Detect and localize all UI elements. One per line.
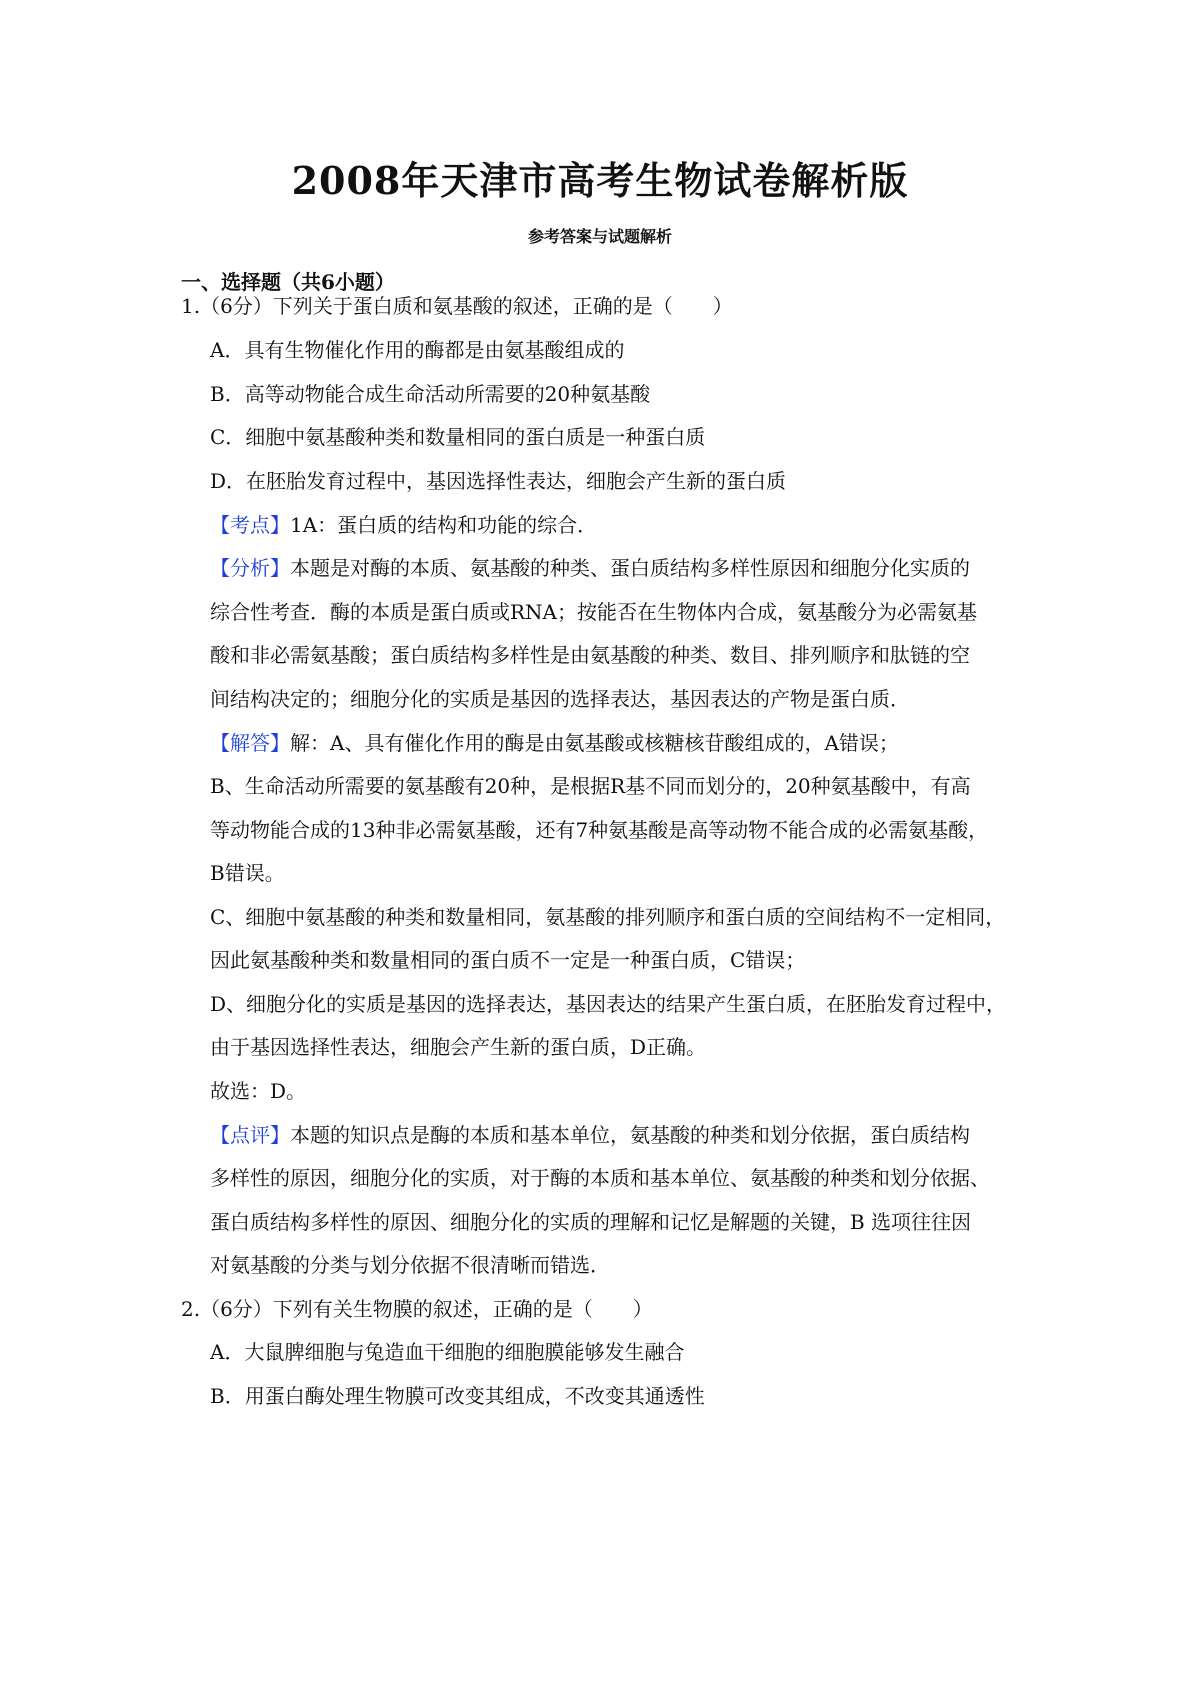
jieda-line: B错误。 <box>210 861 285 885</box>
jieda-line: B、生命活动所需要的氨基酸有20种，是根据R基不同而划分的，20种氨基酸中，有高 <box>210 774 971 798</box>
jieda-line: D、细胞分化的实质是基因的选择表达，基因表达的结果产生蛋白质，在胚胎发育过程中， <box>210 992 1007 1016</box>
question1-option-b: B．高等动物能合成生命活动所需要的20种氨基酸 <box>210 382 651 406</box>
question1-option-a: A．具有生物催化作用的酶都是由氨基酸组成的 <box>210 338 625 362</box>
dianping-first-line: 本题的知识点是酶的本质和基本单位，氨基酸的种类和划分依据，蛋白质结构 <box>290 1123 970 1147</box>
fenxi-line: 间结构决定的；细胞分化的实质是基因的选择表达，基因表达的产物是蛋白质． <box>210 687 910 711</box>
jieda-tag: 【解答】 <box>210 731 290 755</box>
dianping-line: 蛋白质结构多样性的原因、细胞分化的实质的理解和记忆是解题的关键，B 选项往往因 <box>210 1210 972 1234</box>
document-title: 2008年天津市高考生物试卷解析版 <box>291 158 909 203</box>
jieda-paragraph <box>210 727 899 756</box>
jieda-answer: 故选：D。 <box>210 1079 307 1103</box>
question1-stem: 1.（6分）下列关于蛋白质和氨基酸的叙述，正确的是（ ） <box>181 294 733 318</box>
jieda-first-line: 解：A、具有催化作用的酶是由氨基酸或核糖核苷酸组成的，A错误； <box>290 731 899 755</box>
kaodian-paragraph <box>210 509 597 538</box>
fenxi-line: 综合性考查．酶的本质是蛋白质或RNA；按能否在生物体内合成，氨基酸分为必需氨基 <box>210 600 978 624</box>
dianping-tag: 【点评】 <box>210 1123 290 1147</box>
question1-option-d: D．在胚胎发育过程中，基因选择性表达，细胞会产生新的蛋白质 <box>210 469 787 493</box>
question2-option-a: A．大鼠脾细胞与兔造血干细胞的细胞膜能够发生融合 <box>210 1340 685 1364</box>
jieda-line: 因此氨基酸种类和数量相同的蛋白质不一定是一种蛋白质，C错误； <box>210 948 806 972</box>
question2-option-b: B．用蛋白酶处理生物膜可改变其组成，不改变其通透性 <box>210 1384 705 1408</box>
jieda-line: C、细胞中氨基酸的种类和数量相同，氨基酸的排列顺序和蛋白质的空间结构不一定相同， <box>210 905 1006 929</box>
question2-stem: 2.（6分）下列有关生物膜的叙述，正确的是（ ） <box>181 1297 653 1321</box>
dianping-paragraph <box>210 1119 970 1148</box>
fenxi-line: 酸和非必需氨基酸；蛋白质结构多样性是由氨基酸的种类、数目、排列顺序和肽链的空 <box>210 643 970 667</box>
fenxi-paragraph <box>210 552 970 581</box>
dianping-line: 多样性的原因，细胞分化的实质，对于酶的本质和基本单位、氨基酸的种类和划分依据、 <box>210 1166 990 1190</box>
jieda-line: 等动物能合成的13种非必需氨基酸，还有7种氨基酸是高等动物不能合成的必需氨基酸， <box>210 818 989 842</box>
kaodian-text: 1A：蛋白质的结构和功能的综合． <box>290 513 598 537</box>
document-subtitle: 参考答案与试题解析 <box>527 227 672 246</box>
section-heading: 一、选择题（共6小题） <box>181 270 395 294</box>
fenxi-first-line: 本题是对酶的本质、氨基酸的种类、蛋白质结构多样性原因和细胞分化实质的 <box>290 556 970 580</box>
jieda-line: 由于基因选择性表达，细胞会产生新的蛋白质，D正确。 <box>210 1035 707 1059</box>
question1-option-c: C．细胞中氨基酸种类和数量相同的蛋白质是一种蛋白质 <box>210 425 706 449</box>
dianping-line: 对氨基酸的分类与划分依据不很清晰而错选． <box>210 1253 610 1277</box>
kaodian-tag: 【考点】 <box>210 513 290 537</box>
fenxi-tag: 【分析】 <box>210 556 290 580</box>
